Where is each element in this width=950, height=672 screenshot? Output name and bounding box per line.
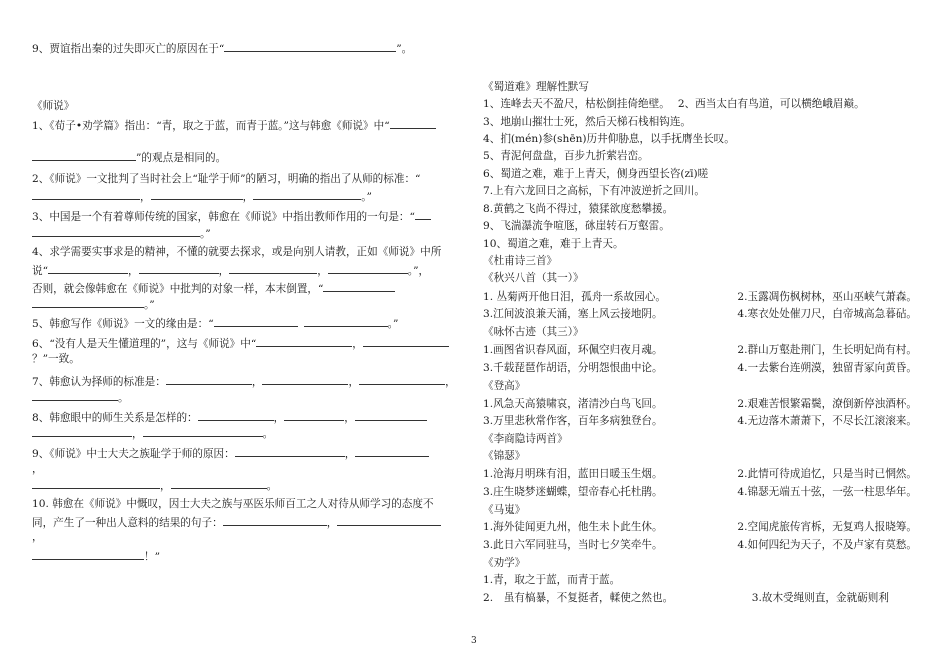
q3: 3、中国是一个有着尊师传统的国家，韩愈在《师说》中指出教师作用的一句是：“: [32, 209, 431, 224]
q10-cont2: ，: [32, 531, 43, 543]
q4-cont2: 否则，就会像韩愈在《师说》中批判的对象一样，本末倒置，“: [32, 281, 395, 296]
shudao-line: 7.上有六龙回日之高标，下有冲波逆折之回川。: [483, 185, 705, 197]
poem-row: 1.风急天高猿啸哀，渚清沙白鸟飞回。 2.艰难苦恨繁霜鬓，潦倒新停浊酒杯。: [483, 398, 917, 410]
q1: 1、《荀子•劝学篇》指出：“青，取之于蓝，而青于蓝。”这与韩愈《师说》中“: [32, 118, 436, 133]
q9-cont2: ， 。: [32, 478, 277, 493]
answer-blank[interactable]: [32, 549, 144, 560]
shudao-line: 8.黄鹤之飞尚不得过，猿猱欲度愁攀援。: [483, 203, 674, 215]
answer-blank[interactable]: [48, 263, 128, 274]
shudao-line: 6、蜀道之难，难于上青天，侧身西望长咨(zī)嗟: [483, 168, 709, 180]
denggao-title: 《登高》: [483, 380, 526, 392]
answer-blank[interactable]: [32, 390, 118, 401]
quanxue-title: 《劝学》: [483, 557, 526, 569]
page-number: 3: [471, 636, 477, 646]
mawei-title: 《马嵬》: [483, 504, 526, 516]
section-title-shishuo: 《师说》: [32, 100, 75, 112]
jinse-title: 《锦瑟》: [483, 450, 526, 462]
dufu-title: 《杜甫诗三首》: [483, 255, 558, 267]
q10: 10. 韩愈在《师说》中慨叹，因士大夫之族与巫医乐师百工之人对待从师学习的态度不: [32, 498, 434, 510]
poem-row: 3.江间波浪兼天涌，塞上风云接地阴。 4.寒衣处处催刀尺，白帝城高急暮砧。: [483, 308, 917, 320]
shudao-line: 9、飞湍瀑流争喧豗，砯崖转石万壑雷。: [483, 220, 670, 232]
q5: 5、韩愈写作《师说》一文的缘由是：“ 。”: [32, 318, 399, 330]
answer-blank[interactable]: [359, 374, 445, 385]
answer-blank[interactable]: [355, 446, 429, 457]
shudao-line: 5、青泥何盘盘，百步九折萦岩峦。: [483, 150, 649, 162]
q7: 7、韩愈认为择师的标准是： ， ， ，: [32, 376, 456, 388]
quanxue-line: 1.青，取之于蓝，而青于蓝。: [483, 574, 621, 586]
answer-blank[interactable]: [166, 374, 252, 385]
q9-top: 9、贾谊指出秦的过失即灭亡的原因在于“ ”。: [32, 43, 413, 55]
answer-blank[interactable]: [262, 374, 348, 385]
answer-blank[interactable]: [337, 515, 441, 526]
answer-blank[interactable]: [214, 316, 298, 327]
shudao-line-1-2: 1、连峰去天不盈尺，枯松倒挂倚绝壁。 2、西当太白有鸟道，可以横绝峨眉巅。: [483, 98, 865, 110]
answer-blank[interactable]: [355, 410, 427, 421]
q2-cont: ， ， 。”: [32, 189, 372, 204]
answer-blank[interactable]: [198, 410, 274, 421]
q1-cont: ”的观点是相同的。: [32, 150, 226, 165]
qiuxing-title: 《秋兴八首（其一）》: [483, 272, 584, 284]
lishangyin-title: 《李商隐诗两首》: [483, 433, 568, 445]
poem-row: 3.庄生晓梦迷蝴蝶，望帝春心托杜鹃。 4.锦瑟无端五十弦，一弦一柱思华年。: [483, 486, 917, 498]
q2: 2、《师说》一文批判了当时社会上“耻学于师”的陋习，明确的指出了从师的标准：“: [32, 173, 421, 185]
answer-blank[interactable]: [229, 263, 317, 274]
q10-cont: 同，产生了一种出人意料的结果的句子： ，: [32, 515, 441, 530]
answer-blank[interactable]: [32, 189, 140, 200]
answer-blank[interactable]: [415, 209, 431, 220]
answer-blank[interactable]: [304, 316, 388, 327]
q6: 6、“没有人是天生懂道理的”，这与《师说》中“ ，: [32, 336, 449, 351]
answer-blank[interactable]: [235, 446, 345, 457]
answer-blank[interactable]: [224, 41, 396, 52]
poem-row: 3.千载琵琶作胡语，分明怨恨曲中论。 4.一去紫台连朔漠，独留青冢向黄昏。: [483, 362, 917, 374]
poem-row: 1. 丛菊两开他日泪，孤舟一系故园心。 2.玉露凋伤枫树林，巫山巫峡气萧森。: [483, 291, 917, 303]
answer-blank[interactable]: [143, 426, 263, 437]
answer-blank[interactable]: [256, 336, 352, 347]
q6-cont: ？”一致。: [32, 353, 80, 365]
poem-row: 1.海外徒闻更九州，他生未卜此生休。 2.空闻虎旅传宵柝，无复鸡人报晓筹。: [483, 521, 917, 533]
answer-blank[interactable]: [32, 297, 144, 308]
shudao-line: 4、扪(mén)参(shēn)历井仰胁息，以手抚膺坐长叹。: [483, 133, 735, 145]
poem-row: 3.万里悲秋常作客，百年多病独登台。 4.无边落木萧萧下，不尽长江滚滚来。: [483, 415, 917, 427]
answer-blank[interactable]: [32, 426, 132, 437]
answer-blank[interactable]: [223, 515, 327, 526]
answer-blank[interactable]: [328, 263, 408, 274]
poem-row: 1.画图省识春风面，环佩空归夜月魂。 2.群山万壑赴荆门，生长明妃尚有村。: [483, 344, 917, 356]
answer-blank[interactable]: [171, 478, 267, 489]
q10-cont3: ！”: [32, 549, 160, 564]
q9-cont: ，: [32, 463, 43, 475]
shudao-line: 3、地崩山摧壮士死，然后天梯石栈相钩连。: [483, 116, 692, 128]
q8-cont: ， 。: [32, 426, 273, 441]
answer-blank[interactable]: [253, 189, 361, 200]
poem-row: 1.沧海月明珠有泪，蓝田日暖玉生烟。 2.此情可待成追忆，只是当时已惘然。: [483, 468, 917, 480]
shudao-line: 10、蜀道之难，难于上青天。: [483, 238, 624, 250]
q9: 9、《师说》中士大夫之族耻学于师的原因： ，: [32, 446, 429, 461]
answer-blank[interactable]: [32, 478, 160, 489]
q4-cont: 说“ ， ， ， 。”，: [32, 265, 430, 277]
answer-blank[interactable]: [363, 336, 449, 347]
q4-cont3: 。”: [32, 297, 155, 312]
answer-blank[interactable]: [32, 150, 136, 161]
answer-blank[interactable]: [151, 189, 243, 200]
q4: 4、求学需要实事求是的精神，不懂的就要去探求，或是向别人请教，正如《师说》中所: [32, 246, 442, 258]
poem-row: 2. 虽有槁暴，不复挺者，輮使之然也。 3.故木受绳则直，金就砺则利: [483, 592, 889, 604]
answer-blank[interactable]: [390, 118, 436, 129]
answer-blank[interactable]: [323, 281, 395, 292]
q7-cont: 。: [32, 390, 129, 405]
answer-blank[interactable]: [284, 410, 344, 421]
q3-cont: 。”: [32, 226, 211, 241]
answer-blank[interactable]: [32, 226, 200, 237]
shudao-title: 《蜀道难》理解性默写: [483, 81, 589, 93]
answer-blank[interactable]: [139, 263, 219, 274]
yonghuai-title: 《咏怀古迹（其三）》: [483, 326, 584, 338]
q8: 8、韩愈眼中的师生关系是怎样的： ， ，: [32, 410, 427, 425]
poem-row: 3.此日六军同驻马，当时七夕笑牵牛。 4.如何四纪为天子，不及卢家有莫愁。: [483, 539, 917, 551]
